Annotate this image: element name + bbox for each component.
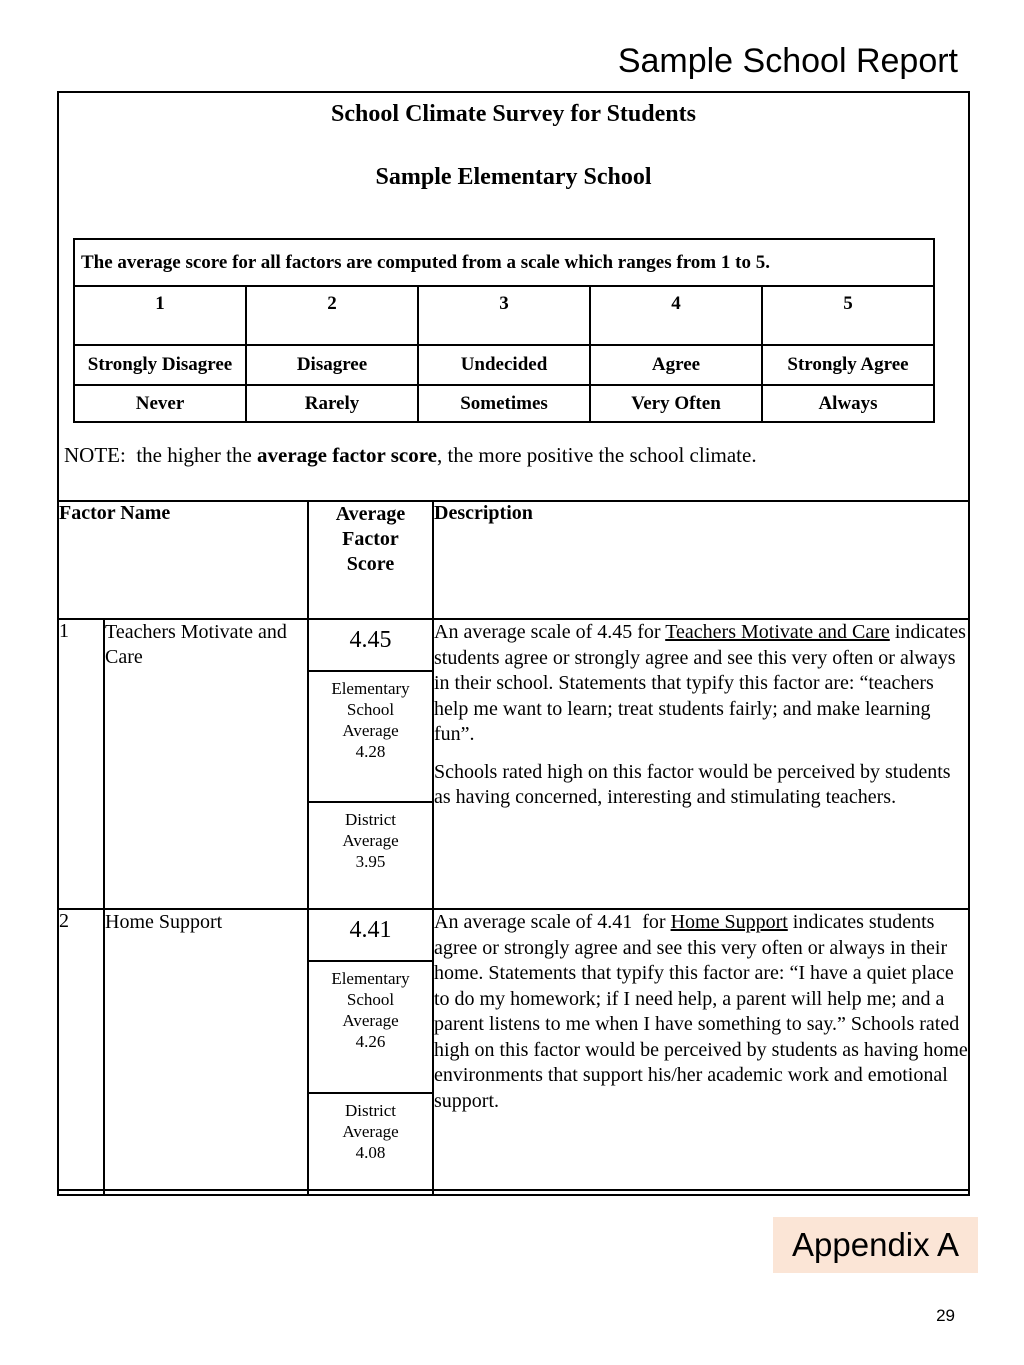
- district-label: Average: [342, 1122, 399, 1141]
- scale-caption: The average score for all factors are computed from a scale which ranges from 1 to 5.: [74, 239, 934, 286]
- report-header-title: Sample School Report: [617, 42, 958, 80]
- scale-frequency-label: Always: [762, 385, 934, 422]
- elementary-label: Average: [342, 721, 399, 740]
- appendix-badge: Appendix A: [773, 1217, 978, 1273]
- description-paragraph: [434, 910, 968, 1114]
- score-header-line: Factor: [342, 528, 399, 550]
- district-average: [309, 803, 432, 872]
- score-header-line: Score: [346, 553, 395, 575]
- description-text: An average scale of 4.41 for: [434, 911, 671, 933]
- note-bold: average factor score: [257, 443, 437, 467]
- scale-frequency-label: Rarely: [246, 385, 418, 422]
- scale-number: 3: [418, 286, 590, 345]
- factor-name: Home Support: [104, 909, 308, 1195]
- note-suffix: , the more positive the school climate.: [437, 443, 757, 467]
- scale-frequency-label: Sometimes: [418, 385, 590, 422]
- scale-frequency-label: Never: [74, 385, 246, 422]
- scale-number: 5: [762, 286, 934, 345]
- district-value: 4.08: [355, 1143, 386, 1162]
- factor-score-cell: [308, 909, 433, 1195]
- scale-number: 2: [246, 286, 418, 345]
- factor-table: [57, 500, 970, 1196]
- description-text: indicates students agree or strongly agree and see this very often or always in their home. Statements that typify this factor are: “I have a quiet place to do my homework; if I need help, a parent will help me; and a parent listens to me when I have something to say.” Schools rated high on this factor would be perceived by students as having home environments that support his/her academic work and emotional support.: [434, 911, 968, 1112]
- factor-row: [58, 619, 969, 909]
- scale-number: 1: [74, 286, 246, 345]
- description-text: indicates students agree or strongly agree and see this very often or always in their school. Statements that typify this factor are: “teachers help me want to learn; treat students fairly; and make learning fun”.: [434, 621, 966, 745]
- note-prefix: NOTE: the higher the: [64, 443, 258, 467]
- scale-agreement-label: Strongly Agree: [762, 345, 934, 385]
- page-number: 29: [936, 1306, 955, 1325]
- scale-agreement-label: Strongly Disagree: [74, 345, 246, 385]
- district-label: Average: [342, 831, 399, 850]
- elementary-label: School: [346, 700, 395, 719]
- factor-number: 2: [58, 909, 104, 1195]
- factor-score: 4.41: [309, 910, 432, 962]
- scale-agreement-label: Undecided: [418, 345, 590, 385]
- factor-score: 4.45: [309, 620, 432, 672]
- school-name: Sample Elementary School: [375, 164, 652, 190]
- description-text: An average scale of 4.45 for: [434, 621, 666, 643]
- scale-number: 4: [590, 286, 762, 345]
- factor-row: [58, 909, 969, 1195]
- survey-report-frame: [57, 91, 970, 1191]
- elementary-value: 4.28: [355, 742, 386, 761]
- factor-number: 1: [58, 619, 104, 909]
- description-header: Description: [433, 501, 969, 619]
- score-note: [64, 443, 757, 468]
- elementary-label: Elementary: [331, 679, 410, 698]
- elementary-label: Elementary: [331, 969, 410, 988]
- scale-agreement-label: Agree: [590, 345, 762, 385]
- survey-title: School Climate Survey for Students: [331, 101, 696, 127]
- district-label: District: [345, 810, 396, 829]
- elementary-value: 4.26: [355, 1032, 386, 1051]
- district-average: [309, 1094, 432, 1163]
- factor-name-underlined: Teachers Motivate and Care: [665, 621, 890, 643]
- factor-description: [433, 909, 969, 1195]
- description-paragraph: [434, 620, 968, 748]
- factor-name-header: Factor Name: [58, 501, 308, 619]
- factor-score-cell: [308, 619, 433, 909]
- district-value: 3.95: [355, 852, 386, 871]
- elementary-label: School: [346, 990, 395, 1009]
- factor-name-underlined: Home Support: [670, 911, 788, 933]
- factor-description: [433, 619, 969, 909]
- factor-name: Teachers Motivate and Care: [104, 619, 308, 909]
- scale-agreement-label: Disagree: [246, 345, 418, 385]
- scale-frequency-label: Very Often: [590, 385, 762, 422]
- score-header-line: Average: [335, 503, 406, 525]
- description-paragraph: Schools rated high on this factor would be perceived by students as having concerned, interesting and stimulating teachers.: [434, 760, 951, 808]
- average-score-header: [308, 501, 433, 619]
- elementary-average: [309, 672, 432, 803]
- elementary-average: [309, 962, 432, 1094]
- rating-scale-table: [73, 238, 935, 423]
- elementary-label: Average: [342, 1011, 399, 1030]
- district-label: District: [345, 1101, 396, 1120]
